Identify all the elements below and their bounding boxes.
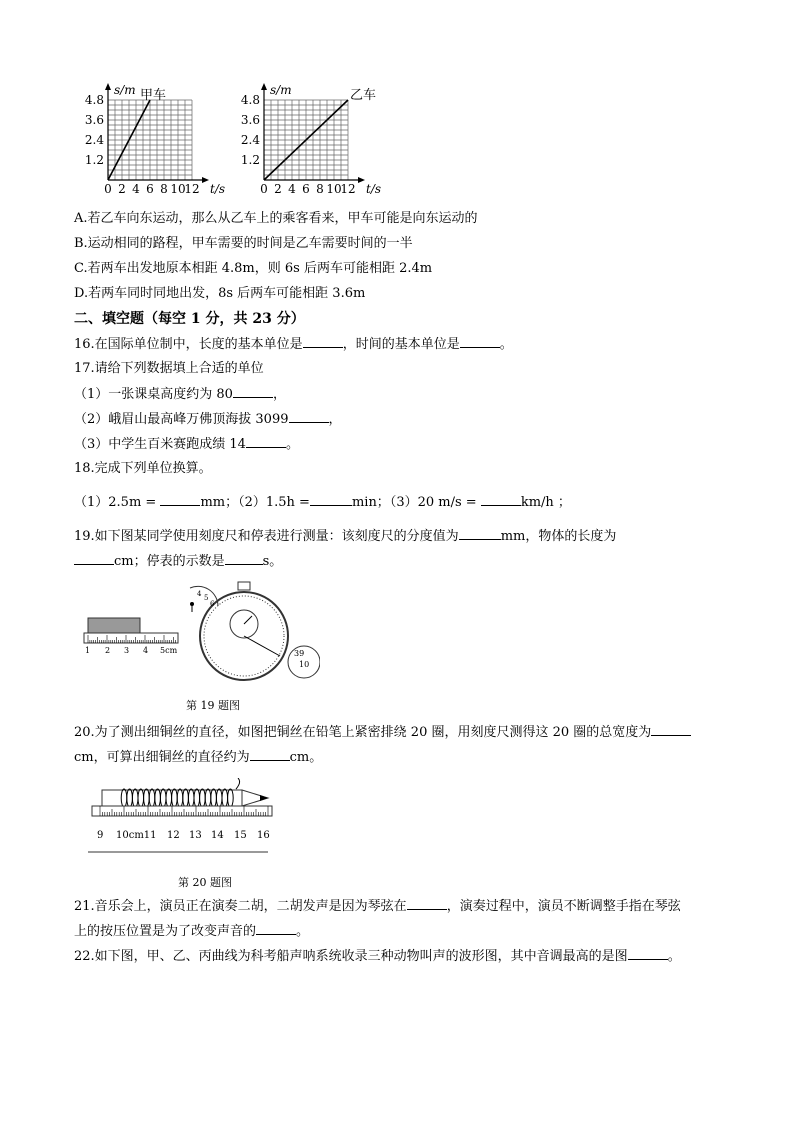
answer-blank[interactable]: [250, 748, 290, 761]
answer-blank[interactable]: [310, 493, 352, 506]
question-20: 20.为了测出细铜丝的直径，如图把铜丝在铅笔上紧密排绕 20 圈，用刻度尺测得这 20 圈的总宽度为: [74, 723, 691, 742]
ruler-stopwatch-figure: [80, 576, 320, 686]
option-a: A.若乙车向东运动，那么从乙车上的乘客看来，甲车可能是向东运动的: [74, 211, 478, 226]
y-tick-label: 2.4: [84, 133, 104, 147]
question-21: 21.音乐会上，演员正在演奏二胡，二胡发声是因为琴弦在 ，演奏过程中，演员不断调整手指在琴弦: [74, 899, 681, 914]
x-tick-label: 8: [316, 182, 324, 196]
x-tick-label: 10: [170, 182, 186, 196]
answer-blank[interactable]: [459, 527, 501, 540]
dial-label: 5: [204, 594, 209, 602]
x-tick-label: 6: [146, 182, 154, 196]
ruler-label: 9: [97, 830, 104, 841]
question-17-item-2: （2）峨眉山最高峰万佛顶海拔 3099 ，: [74, 412, 342, 427]
y-tick-label: 1.2: [240, 153, 260, 167]
stopwatch-crown: [238, 582, 250, 590]
answer-blank[interactable]: [74, 552, 114, 565]
question-19-cont: cm；停表的示数是 s。: [74, 552, 282, 571]
question-22: 22.如下图，甲、乙、丙曲线为科考船声呐系统收录三种动物叫声的波形图，其中音调最高的是图 。: [74, 949, 681, 964]
answer-blank[interactable]: [225, 552, 263, 565]
pencil-lead: [260, 795, 268, 801]
y-tick-label: 4.8: [84, 93, 104, 107]
ruler-label: 15: [234, 830, 247, 841]
question-18: 18.完成下列单位换算。: [74, 461, 212, 476]
question-17-item-1: （1）一张课桌高度约为 80 ，: [74, 387, 286, 402]
x-tick-label: 10: [326, 182, 342, 196]
figure-19-caption: 第 19 题图: [186, 699, 240, 712]
question-21-cont: 上的按压位置是为了改变声音的 。: [74, 924, 310, 939]
ruler-label: 13: [189, 830, 202, 841]
x-tick-label: 2: [118, 182, 126, 196]
x-tick-label: 4: [288, 182, 296, 196]
seconds-label: 39: [294, 649, 305, 658]
x-tick-label: 12: [184, 182, 200, 196]
x-tick-label: 4: [132, 182, 140, 196]
x-tick-label: 0: [260, 182, 268, 196]
question-17-item-3: （3）中学生百米赛跑成绩 14 。: [74, 437, 299, 452]
question-20-cont: cm，可算出细铜丝的直径约为 cm。: [74, 750, 323, 765]
answer-blank[interactable]: [160, 493, 200, 506]
option-c: C.若两车出发地原本相距 4.8m，则 6s 后两车可能相距 2.4m: [74, 261, 433, 276]
y-axis-label: s/m: [114, 83, 136, 97]
answer-blank[interactable]: [651, 723, 691, 736]
chart-yi: [236, 66, 396, 196]
y-axis-label: s/m: [270, 83, 292, 97]
x-tick-label: 0: [104, 182, 112, 196]
answer-blank[interactable]: [246, 435, 286, 448]
answer-blank[interactable]: [256, 922, 296, 935]
question-17: 17.请给下列数据填上合适的单位: [74, 361, 264, 376]
y-tick-label: 1.2: [84, 153, 104, 167]
x-tick-label: 8: [160, 182, 168, 196]
x-axis-arrow: [358, 177, 365, 183]
x-axis-label: t/s: [366, 182, 382, 196]
y-tick-label: 2.4: [240, 133, 260, 147]
x-tick-label: 12: [340, 182, 356, 196]
ruler-label: 16: [257, 830, 270, 841]
question-19: 19.如下图某同学使用刻度尺和停表进行测量：该刻度尺的分度值为 mm，物体的长度为: [74, 529, 617, 544]
x-tick-label: 6: [302, 182, 310, 196]
dial-label: 6: [210, 600, 215, 608]
dial-label: 4: [197, 590, 202, 598]
answer-blank[interactable]: [407, 897, 447, 910]
measured-block: [88, 618, 140, 633]
question-16: 16.在国际单位制中，长度的基本单位是 ，时间的基本单位是 。: [74, 337, 513, 352]
ruler-label: 4: [143, 646, 149, 655]
x-axis-label: t/s: [210, 182, 226, 196]
coil-wire-end: [236, 778, 240, 789]
x-tick-label: 2: [274, 182, 282, 196]
pencil-coil-figure: [88, 778, 288, 854]
answer-blank[interactable]: [303, 335, 343, 348]
y-tick-label: 3.6: [240, 113, 260, 127]
y-tick-label: 3.6: [84, 113, 104, 127]
answer-blank[interactable]: [481, 493, 521, 506]
ruler-label: 2: [105, 646, 111, 655]
y-axis-arrow: [261, 83, 267, 90]
section-title: 二、填空题（每空 1 分，共 23 分）: [74, 311, 305, 327]
ruler-label: 5cm: [160, 646, 178, 655]
y-axis-arrow: [105, 83, 111, 90]
seconds-label: 10: [299, 660, 310, 669]
ruler-label: 3: [124, 646, 130, 655]
x-axis-arrow: [202, 177, 209, 183]
question-18-items: （1）2.5m = mm；（2）1.5h = min；（3）20 m/s = km/h ；: [74, 495, 571, 510]
figure-20-caption: 第 20 题图: [178, 876, 232, 889]
ruler-label: 10cm11: [116, 830, 157, 841]
answer-blank[interactable]: [289, 410, 329, 423]
option-d: D.若两车同时同地出发，8s 后两车可能相距 3.6m: [74, 286, 366, 301]
y-tick-label: 4.8: [240, 93, 260, 107]
chart-title: 乙车: [350, 88, 377, 103]
ruler-label: 12: [167, 830, 180, 841]
chart-jia: [80, 66, 230, 196]
ruler-label: 14: [211, 830, 224, 841]
option-b: B.运动相同的路程，甲车需要的时间是乙车需要时间的一半: [74, 236, 413, 251]
ruler-label: 1: [85, 646, 91, 655]
answer-blank[interactable]: [628, 947, 668, 960]
answer-blank[interactable]: [233, 385, 273, 398]
chart-title: 甲车: [140, 88, 167, 103]
answer-blank[interactable]: [460, 335, 500, 348]
